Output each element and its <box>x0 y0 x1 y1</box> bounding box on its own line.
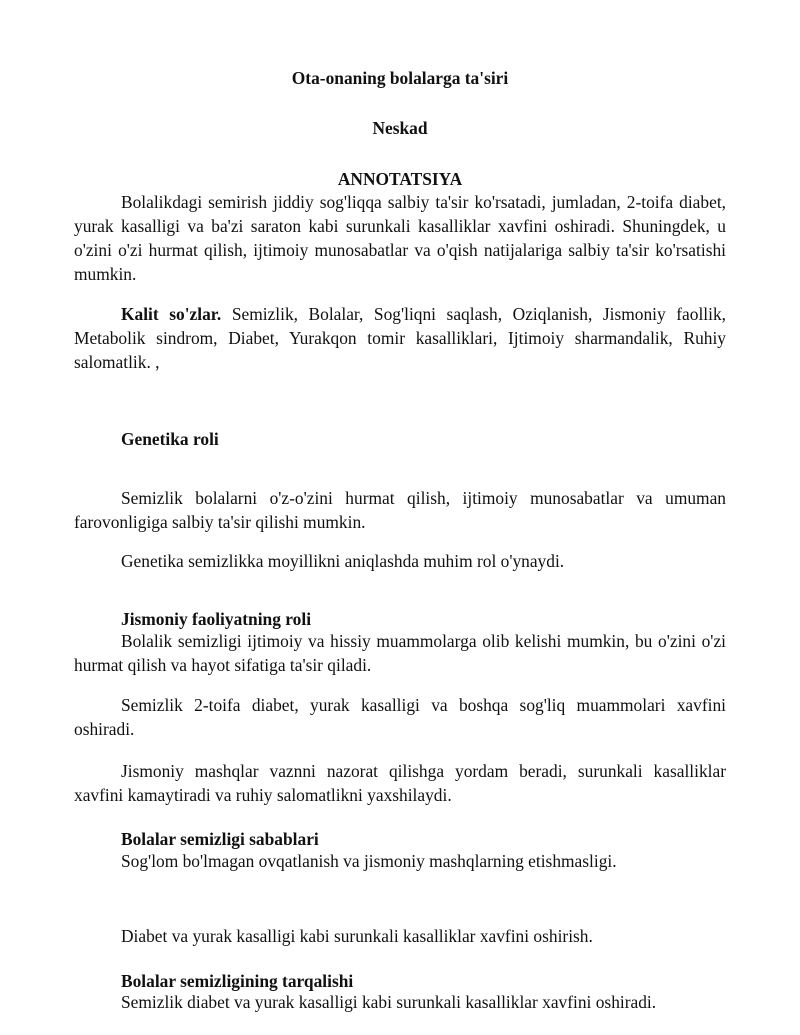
paragraph-genetics-1: Semizlik bolalarni o'z-o'zini hurmat qilish, ijtimoiy munosabatlar va umuman farovonligiga salbiy ta'sir qilishi mumkin. <box>74 488 726 532</box>
section-heading-physical-activity: Jismoniy faoliyatning roli <box>121 609 312 629</box>
section-heading-prevalence: Bolalar semizligining tarqalishi <box>121 971 354 991</box>
paragraph-physical-3: Jismoniy mashqlar vaznni nazorat qilishga yordam beradi, surunkali kasalliklar xavfini kamaytiradi va ruhiy salomatlikni yaxshilaydi. <box>74 761 726 805</box>
document-title: Ota-onaning bolalarga ta'siri <box>291 68 509 88</box>
paragraph-physical-2: Semizlik 2-toifa diabet, yurak kasalligi va boshqa sog'liq muammolari xavfini oshiradi. <box>74 695 726 739</box>
keywords-paragraph <box>74 302 726 374</box>
paragraph-genetics-2: Genetika semizlikka moyillikni aniqlashda muhim rol o'ynaydi. <box>121 551 565 571</box>
section-heading-genetics: Genetika roli <box>121 429 219 449</box>
paragraph-prevalence-1: Semizlik diabet va yurak kasalligi kabi surunkali kasalliklar xavfini oshiradi. <box>121 992 657 1012</box>
document-author: Neskad <box>372 118 428 138</box>
paragraph-causes-2: Diabet va yurak kasalligi kabi surunkali kasalliklar xavfini oshirish. <box>121 926 593 946</box>
section-heading-causes: Bolalar semizligi sabablari <box>121 829 319 849</box>
abstract-heading: ANNOTATSIYA <box>337 169 463 189</box>
abstract-paragraph: Bolalikdagi semirish jiddiy sog'liqqa salbiy ta'sir ko'rsatadi, jumladan, 2-toifa diabet, yurak kasalligi va ba'zi saraton kabi surunkali kasalliklar xavfini oshiradi. Shuningdek, u o'zini o'zi hurmat qilish, ijtimoiy munosabatlar va o'qish natijalariga salbiy ta'sir ko'rsatishi mumkin. <box>74 192 726 284</box>
paragraph-physical-1: Bolalik semizligi ijtimoiy va hissiy muammolarga olib kelishi mumkin, bu o'zini o'zi hurmat qilish va hayot sifatiga ta'sir qiladi. <box>74 631 726 675</box>
keywords-text: Semizlik, Bolalar, Sog'liqni saqlash, Oziqlanish, Jismoniy faollik, Metabolik sindrom, Diabet, Yurakqon tomir kasalliklari, Ijtimoiy sharmandalik, Ruhiy salomatlik. , <box>74 304 726 372</box>
paragraph-causes-1: Sog'lom bo'lmagan ovqatlanish va jismoniy mashqlarning etishmasligi. <box>121 851 617 871</box>
keywords-label: Kalit so'zlar. <box>121 304 222 324</box>
